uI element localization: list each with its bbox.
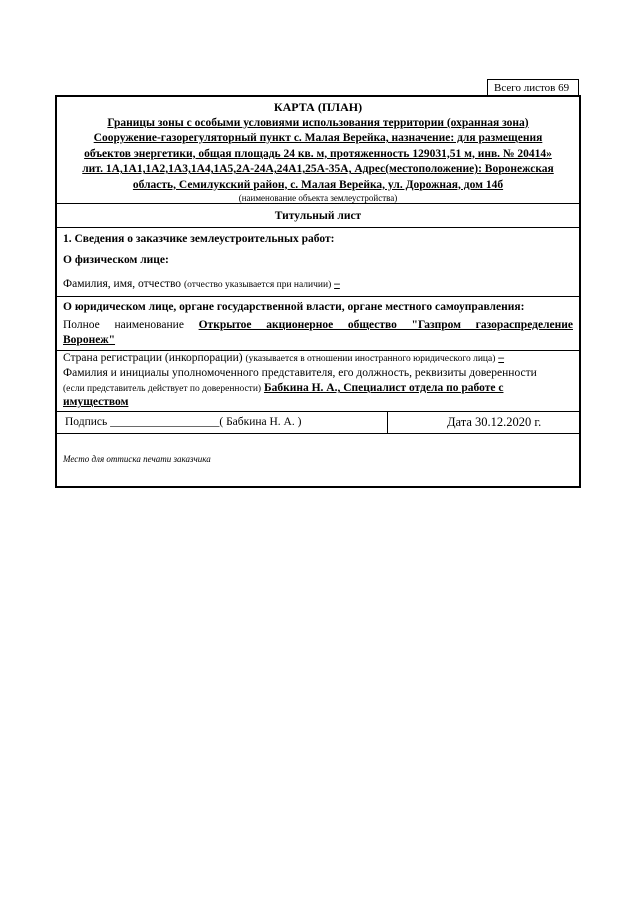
divider	[57, 350, 579, 351]
object-caption: (наименование объекта землеустройства)	[238, 193, 398, 203]
fio-field	[63, 278, 573, 290]
object-description-line: Сооружение-газорегуляторный пункт с. Малая Верейка, назначение: для размещения	[93, 132, 543, 144]
country-value: –	[498, 352, 505, 364]
fullname-continuation	[63, 334, 573, 346]
representative-note: (если представитель действует по доверенности)	[63, 384, 262, 394]
divider	[57, 227, 579, 228]
fullname-value: Открытое акционерное общество "Газпром газораспределение	[198, 319, 573, 331]
fio-value: –	[334, 278, 340, 290]
object-description-line: лит. 1А,1А1,1А2,1А3,1А4,1А5,2А-24А,24А1,25А-35А, Адрес(местоположение): Воронежская	[82, 163, 554, 175]
representative-value-cont: имуществом	[63, 396, 129, 408]
object-description	[57, 116, 579, 194]
representative-value: Бабкина Н. А., Специалист отдела по работе с	[263, 382, 504, 394]
fullname-field	[63, 319, 573, 331]
document-title-block	[57, 97, 579, 203]
object-description-line: объектов энергетики, общая площадь 24 кв. м, протяженность 129031,51 м, инв. № 20414»	[84, 147, 552, 160]
object-description-line: Границы зоны с особыми условиями использования территории (охранная зона)	[107, 116, 529, 129]
country-field	[63, 352, 573, 364]
stamp-place: Место для оттиска печати заказчика	[63, 454, 211, 464]
individual-heading: О физическом лице:	[63, 254, 169, 266]
fio-note: (отчество указывается при наличии)	[183, 280, 332, 290]
sheet-title: Титульный лист	[274, 210, 362, 222]
fullname-value-cont: Воронеж"	[63, 334, 116, 346]
document-title: КАРТА (ПЛАН)	[273, 100, 363, 114]
country-note: (указывается в отношении иностранного юридического лица)	[245, 354, 496, 364]
fio-label: Фамилия, имя, отчество	[63, 278, 182, 290]
customer-heading: 1. Сведения о заказчике землеустроительных работ:	[63, 233, 335, 245]
representative-field	[63, 382, 573, 394]
signature-row	[57, 411, 579, 433]
country-label: Страна регистрации (инкорпорации)	[63, 352, 243, 364]
fullname-label: Полное наименование	[63, 319, 184, 331]
divider	[57, 203, 579, 204]
signature-name: ( Бабкина Н. А. )	[219, 416, 302, 428]
signature-label: Подпись	[65, 416, 108, 428]
object-description-line: область, Семилукский район, с. Малая Верейка, ул. Дорожная, дом 14б	[132, 178, 504, 191]
representative-continuation	[63, 396, 573, 408]
sheets-total: Всего листов 69	[487, 79, 579, 95]
signature-divider	[387, 411, 388, 433]
signature-field	[65, 411, 301, 433]
representative-label: Фамилия и инициалы уполномоченного представителя, его должность, реквизиты доверенности	[63, 367, 537, 379]
signature-date: Дата 30.12.2020 г.	[447, 415, 542, 429]
legal-entity-heading: О юридическом лице, органе государственной власти, органе местного самоуправления:	[63, 301, 525, 313]
divider	[57, 296, 579, 297]
title-page-form	[55, 95, 581, 488]
signature-line: ___________________	[110, 416, 220, 428]
divider	[57, 433, 579, 434]
